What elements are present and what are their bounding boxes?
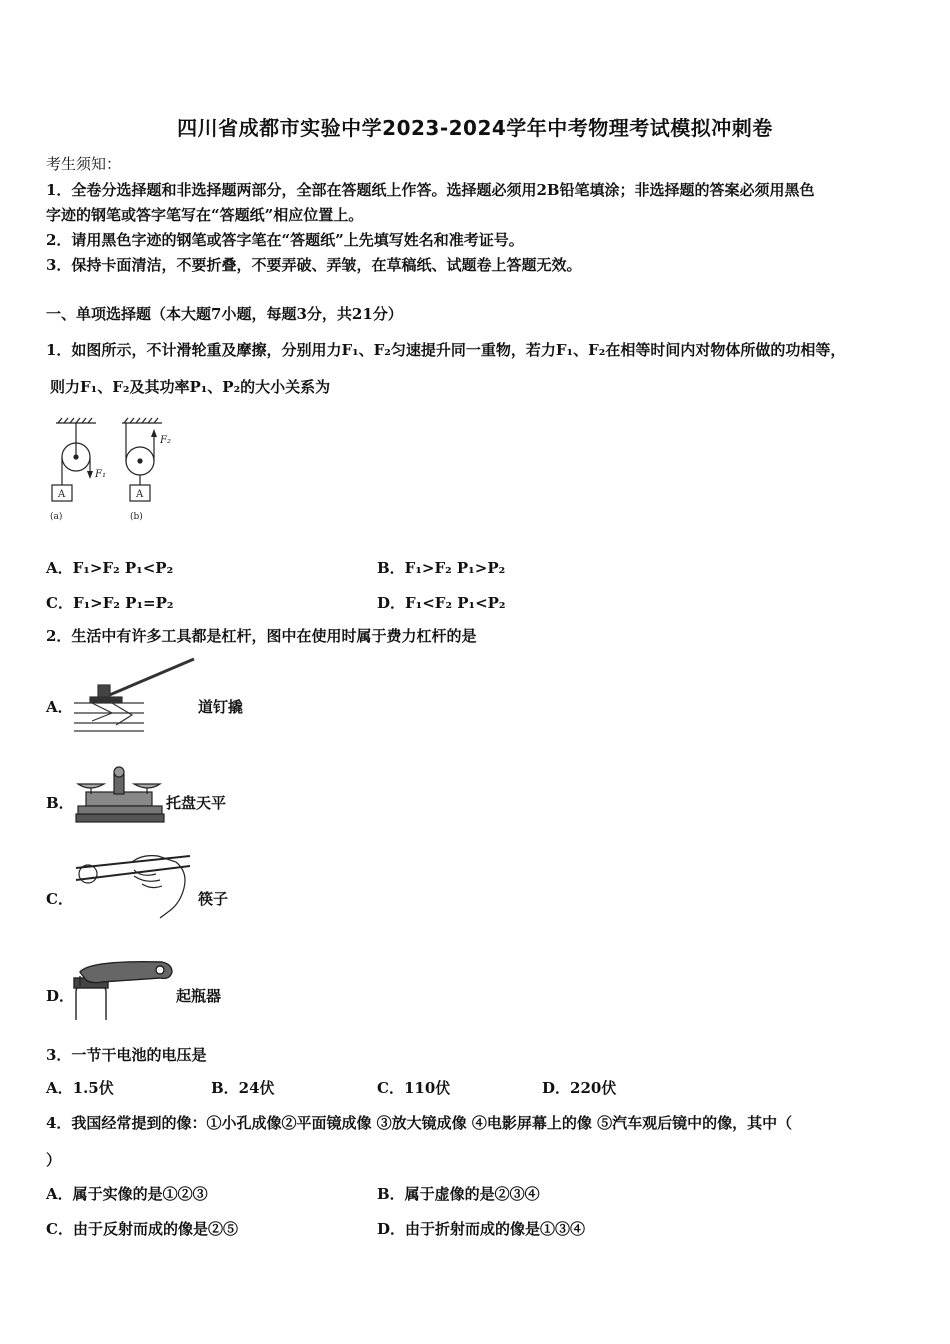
q2-stem: 2．生活中有许多工具都是杠杆，图中在使用时属于费力杠杆的是 <box>46 627 477 645</box>
notice-item-3: 3．保持卡面清洁，不要折叠，不要弄破、弄皱，在草稿纸、试题卷上答题无效。 <box>46 256 582 274</box>
q4-option-c[interactable]: C．由于反射而成的像是②⑤ <box>46 1220 238 1238</box>
force-f2-label: F₂ <box>160 435 171 446</box>
spike-bar-image <box>72 655 196 735</box>
q1-option-d[interactable]: D．F₁<F₂ P₁<P₂ <box>377 594 506 612</box>
q4-stem-line1: 4．我国经常提到的像：①小孔成像②平面镜成像 ③放大镜成像 ④电影屏幕上的像 ⑤汽车观后镜中的像，其中（ <box>46 1114 793 1132</box>
q2-option-b-label[interactable]: 托盘天平 <box>166 794 227 812</box>
q2-option-b-letter[interactable]: B． <box>46 794 74 812</box>
q2-option-a-letter[interactable]: A． <box>46 698 73 716</box>
q2-option-d-letter[interactable]: D． <box>46 987 75 1005</box>
arrow-f1 <box>87 471 93 479</box>
q3-stem: 3．一节干电池的电压是 <box>46 1046 207 1064</box>
notice-item-2: 2．请用黑色字迹的钢笔或答字笔在“答题纸”上先填写姓名和准考证号。 <box>46 231 524 249</box>
caption-b: (b) <box>130 512 143 522</box>
force-f1-label: F₁ <box>95 469 106 480</box>
bottle-opener-image <box>66 956 176 1022</box>
ceiling-hatch-b <box>124 418 158 423</box>
arrow-f2 <box>151 429 157 437</box>
q4-stem-line2: ） <box>46 1151 62 1169</box>
q1-option-b[interactable]: B．F₁>F₂ P₁>P₂ <box>377 559 506 577</box>
q4-option-b[interactable]: B．属于虚像的是②③④ <box>377 1185 540 1203</box>
q2-option-d-label[interactable]: 起瓶器 <box>176 987 222 1005</box>
q1-option-c[interactable]: C．F₁>F₂ P₁=P₂ <box>46 594 174 612</box>
q3-option-b[interactable]: B．24伏 <box>211 1079 275 1097</box>
q3-option-d[interactable]: D．220伏 <box>542 1079 617 1097</box>
q2-option-c-letter[interactable]: C． <box>46 890 73 908</box>
q2-option-c-label[interactable]: 筷子 <box>198 890 229 908</box>
q1-stem-line2: 则力F₁、F₂及其功率P₁、P₂的大小关系为 <box>50 378 331 396</box>
notice-item-1b: 字迹的钢笔或答字笔写在“答题纸”相应位置上。 <box>46 206 364 224</box>
pulley-figure <box>44 415 184 527</box>
q4-option-a[interactable]: A．属于实像的是①②③ <box>46 1185 208 1203</box>
q1-stem-line1: 1．如图所示，不计滑轮重及摩擦，分别用力F₁、F₂匀速提升同一重物，若力F₁、F₂在相等时间内对物体所做的功相等， <box>46 341 846 359</box>
q1-option-a[interactable]: A．F₁>F₂ P₁<P₂ <box>46 559 174 577</box>
q3-option-c[interactable]: C．110伏 <box>377 1079 451 1097</box>
q2-option-a-label[interactable]: 道钉撬 <box>198 698 244 716</box>
notice-heading: 考生须知： <box>46 155 122 173</box>
section-heading: 一、单项选择题（本大题7小题，每题3分，共21分） <box>46 305 403 323</box>
page-title: 四川省成都市实验中学2023-2024学年中考物理考试模拟冲刺卷 <box>177 116 773 140</box>
chopsticks-image <box>72 848 196 920</box>
q4-option-d[interactable]: D．由于折射而成的像是①③④ <box>377 1220 586 1238</box>
caption-a: (a) <box>50 512 63 522</box>
notice-item-1a: 1．全卷分选择题和非选择题两部分，全部在答题纸上作答。选择题必须用2B铅笔填涂；非选择题的答案必须用黑色 <box>46 181 815 199</box>
weight-b-label: A <box>136 489 144 500</box>
q3-option-a[interactable]: A．1.5伏 <box>46 1079 114 1097</box>
weight-a-label: A <box>58 489 66 500</box>
ceiling-hatch-a <box>58 418 92 423</box>
balance-image <box>72 764 168 824</box>
